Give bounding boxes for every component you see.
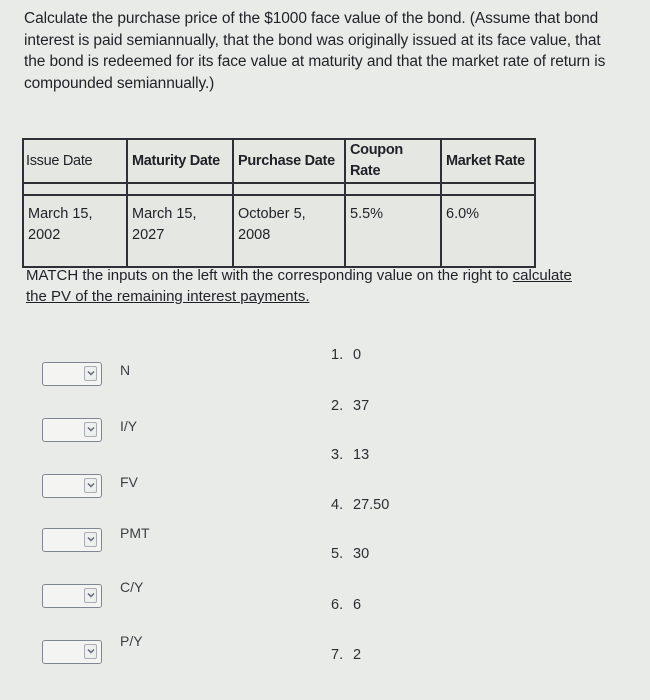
input-label-py: P/Y <box>120 633 143 649</box>
input-label-fv: FV <box>120 474 138 490</box>
cell-purchase-date <box>233 195 345 267</box>
issue-date-line2: 2002 <box>28 227 61 243</box>
purchase-date-line2: 2008 <box>238 227 271 243</box>
header-issue-date: Issue Date <box>23 139 127 183</box>
match-instructions <box>26 265 626 307</box>
table-row <box>23 195 535 267</box>
option-item <box>331 647 361 663</box>
option-item <box>331 497 389 513</box>
cell-issue-date <box>23 195 127 267</box>
instructions-prefix: MATCH the inputs on the left with the corresponding value on the right to <box>26 267 513 284</box>
cell-coupon-rate: 5.5% <box>345 195 441 267</box>
table-spacer-row <box>23 183 535 195</box>
bond-data-table <box>22 138 536 268</box>
select-cy[interactable] <box>42 584 102 608</box>
select-pmt[interactable] <box>42 528 102 552</box>
issue-date-line1: March 15, <box>28 206 93 222</box>
input-label-iy: I/Y <box>120 418 138 434</box>
chevron-down-icon <box>87 591 95 599</box>
chevron-down-icon <box>87 647 95 655</box>
instructions-emphasis-1: calculate <box>512 267 572 284</box>
select-iy[interactable] <box>42 418 102 442</box>
option-value: 27.50 <box>353 497 390 513</box>
option-number: 7. <box>331 647 344 663</box>
chevron-down-icon <box>87 369 95 377</box>
option-value: 30 <box>353 546 370 562</box>
select-arrow-button[interactable] <box>84 366 97 381</box>
select-arrow-button[interactable] <box>84 588 97 603</box>
header-coupon-rate: Coupon Rate <box>345 139 441 183</box>
option-number: 1. <box>331 347 344 363</box>
option-item <box>331 347 361 363</box>
chevron-down-icon <box>87 425 95 433</box>
option-value: 0 <box>353 347 362 363</box>
instructions-emphasis-2: the PV of the remaining interest payments. <box>26 288 310 305</box>
select-py[interactable] <box>42 640 102 664</box>
question-text: Calculate the purchase price of the $1000 face value of the bond. (Assume that bond interest is paid semiannually, that the bond was originally issued at its face value, that the bond is redeemed for its face value at maturity and that the market rate of return is compounded semiannually.) <box>24 10 606 92</box>
header-purchase-date: Purchase Date <box>233 139 345 183</box>
table-header-row <box>23 139 535 183</box>
option-item <box>331 597 361 613</box>
option-number: 6. <box>331 597 344 613</box>
cell-market-rate: 6.0% <box>441 195 535 267</box>
option-value: 13 <box>353 447 370 463</box>
header-maturity-date: Maturity Date <box>127 139 233 183</box>
option-number: 4. <box>331 497 344 513</box>
option-item <box>331 447 369 463</box>
input-label-n: N <box>120 362 131 378</box>
maturity-date-line1: March 15, <box>132 206 197 222</box>
option-number: 2. <box>331 398 344 414</box>
cell-maturity-date <box>127 195 233 267</box>
option-value: 6 <box>353 597 362 613</box>
chevron-down-icon <box>87 481 95 489</box>
select-fv[interactable] <box>42 474 102 498</box>
input-label-pmt: PMT <box>120 525 150 541</box>
select-n[interactable] <box>42 362 102 386</box>
option-value: 2 <box>353 647 362 663</box>
select-arrow-button[interactable] <box>84 532 97 547</box>
option-number: 5. <box>331 546 344 562</box>
option-item <box>331 546 369 562</box>
header-market-rate: Market Rate <box>441 139 535 183</box>
chevron-down-icon <box>87 535 95 543</box>
purchase-date-line1: October 5, <box>238 206 306 222</box>
option-value: 37 <box>353 398 370 414</box>
select-arrow-button[interactable] <box>84 478 97 493</box>
option-item <box>331 398 369 414</box>
select-arrow-button[interactable] <box>84 644 97 659</box>
option-number: 3. <box>331 447 344 463</box>
maturity-date-line2: 2027 <box>132 227 165 243</box>
input-label-cy: C/Y <box>120 579 144 595</box>
select-arrow-button[interactable] <box>84 422 97 437</box>
